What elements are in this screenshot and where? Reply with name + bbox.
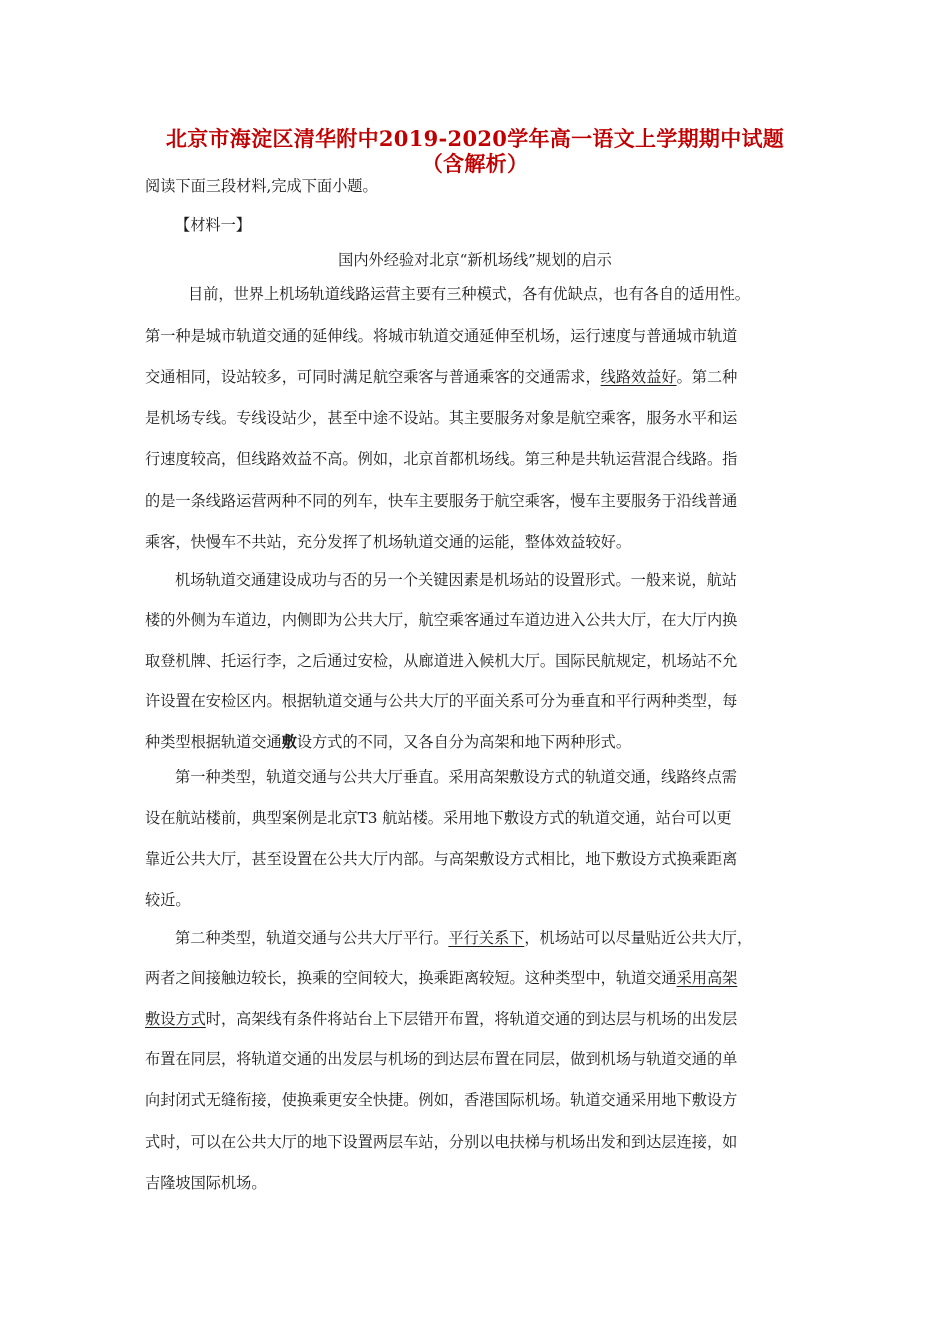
text-line: 楼的外侧为车道边，内侧即为公共大厅，航空乘客通过车道边进入公共大厅，在大厅内换	[145, 611, 738, 629]
underlined-phrase: 平行关系下	[448, 929, 525, 947]
material-label: 【材料一】	[175, 216, 251, 234]
text-line: 较近。	[145, 891, 191, 909]
document-title: 北京市海淀区清华附中2019-2020学年高一语文上学期期中试题	[165, 126, 785, 151]
text-line: 靠近公共大厅，甚至设置在公共大厅内部。与高架敷设方式相比，地下敷设方式换乘距离	[145, 850, 738, 868]
text-line	[145, 1009, 805, 1029]
text-span: 时，高架线有条件将站台上下层错开布置，将轨道交通的到达层与机场的出发层	[205, 1010, 738, 1028]
text-span: 。第二种	[676, 368, 738, 386]
text-span: 两者之间接触边较长，换乘的空间较大，换乘距离较短。这种类型中，轨道交通	[145, 969, 677, 987]
text-span: 交通相同，设站较多，可同时满足航空乘客与普通乘客的交通需求，	[145, 368, 601, 386]
text-line: 设在航站楼前，典型案例是北京T3 航站楼。采用地下敷设方式的轨道交通，站台可以更	[145, 809, 732, 827]
text-line: 向封闭式无缝衔接，使换乘更安全快捷。例如，香港国际机场。轨道交通采用地下敷设方	[145, 1091, 738, 1109]
article-title: 国内外经验对北京“新机场线”规划的启示	[338, 251, 612, 269]
underlined-phrase: 采用高架	[676, 969, 738, 987]
text-line: 许设置在安检区内。根据轨道交通与公共大厅的平面关系可分为垂直和平行两种类型，每	[145, 692, 738, 710]
bold-character: 敷	[281, 733, 297, 751]
underlined-phrase: 敷设方式	[145, 1010, 206, 1028]
text-line: 目前，世界上机场轨道线路运营主要有三种模式，各有优缺点，也有各自的适用性。	[188, 285, 750, 303]
document-title-suffix: （含解析）	[421, 151, 529, 176]
text-span: 设方式的不同，又各自分为高架和地下两种形式。	[296, 733, 631, 751]
text-line	[145, 732, 805, 752]
text-line: 是机场专线。专线设站少，甚至中途不设站。其主要服务对象是航空乘客，服务水平和运	[145, 409, 738, 427]
text-line: 吉隆坡国际机场。	[145, 1174, 267, 1192]
instruction-text: 阅读下面三段材料,完成下面小题。	[145, 177, 378, 195]
text-line: 第一种类型，轨道交通与公共大厅垂直。采用高架敷设方式的轨道交通，线路终点需	[175, 768, 737, 786]
text-line: 式时，可以在公共大厅的地下设置两层车站，分别以电扶梯与机场出发和到达层连接，如	[145, 1133, 738, 1151]
text-span: ，机场站可以尽量贴近公共大厅，	[524, 929, 753, 947]
text-line: 的是一条线路运营两种不同的列车，快车主要服务于航空乘客，慢车主要服务于沿线普通	[145, 492, 738, 510]
text-line: 乘客，快慢车不共站，充分发挥了机场轨道交通的运能，整体效益较好。	[145, 533, 631, 551]
text-line	[145, 367, 805, 387]
text-line: 取登机牌、托运行李，之后通过安检，从廊道进入候机大厅。国际民航规定，机场站不允	[145, 652, 738, 670]
text-line	[175, 928, 805, 948]
text-line	[145, 968, 805, 988]
text-line: 布置在同层，将轨道交通的出发层与机场的到达层布置在同层，做到机场与轨道交通的单	[145, 1050, 738, 1068]
text-line: 行速度较高，但线路效益不高。例如，北京首都机场线。第三种是共轨运营混合线路。指	[145, 450, 738, 468]
text-span: 种类型根据轨道交通	[145, 733, 282, 751]
text-line: 第一种是城市轨道交通的延伸线。将城市轨道交通延伸至机场，运行速度与普通城市轨道	[145, 327, 738, 345]
text-line: 机场轨道交通建设成功与否的另一个关键因素是机场站的设置形式。一般来说，航站	[175, 571, 737, 589]
text-span: 第二种类型，轨道交通与公共大厅平行。	[175, 929, 449, 947]
underlined-phrase: 线路效益好	[600, 368, 677, 386]
